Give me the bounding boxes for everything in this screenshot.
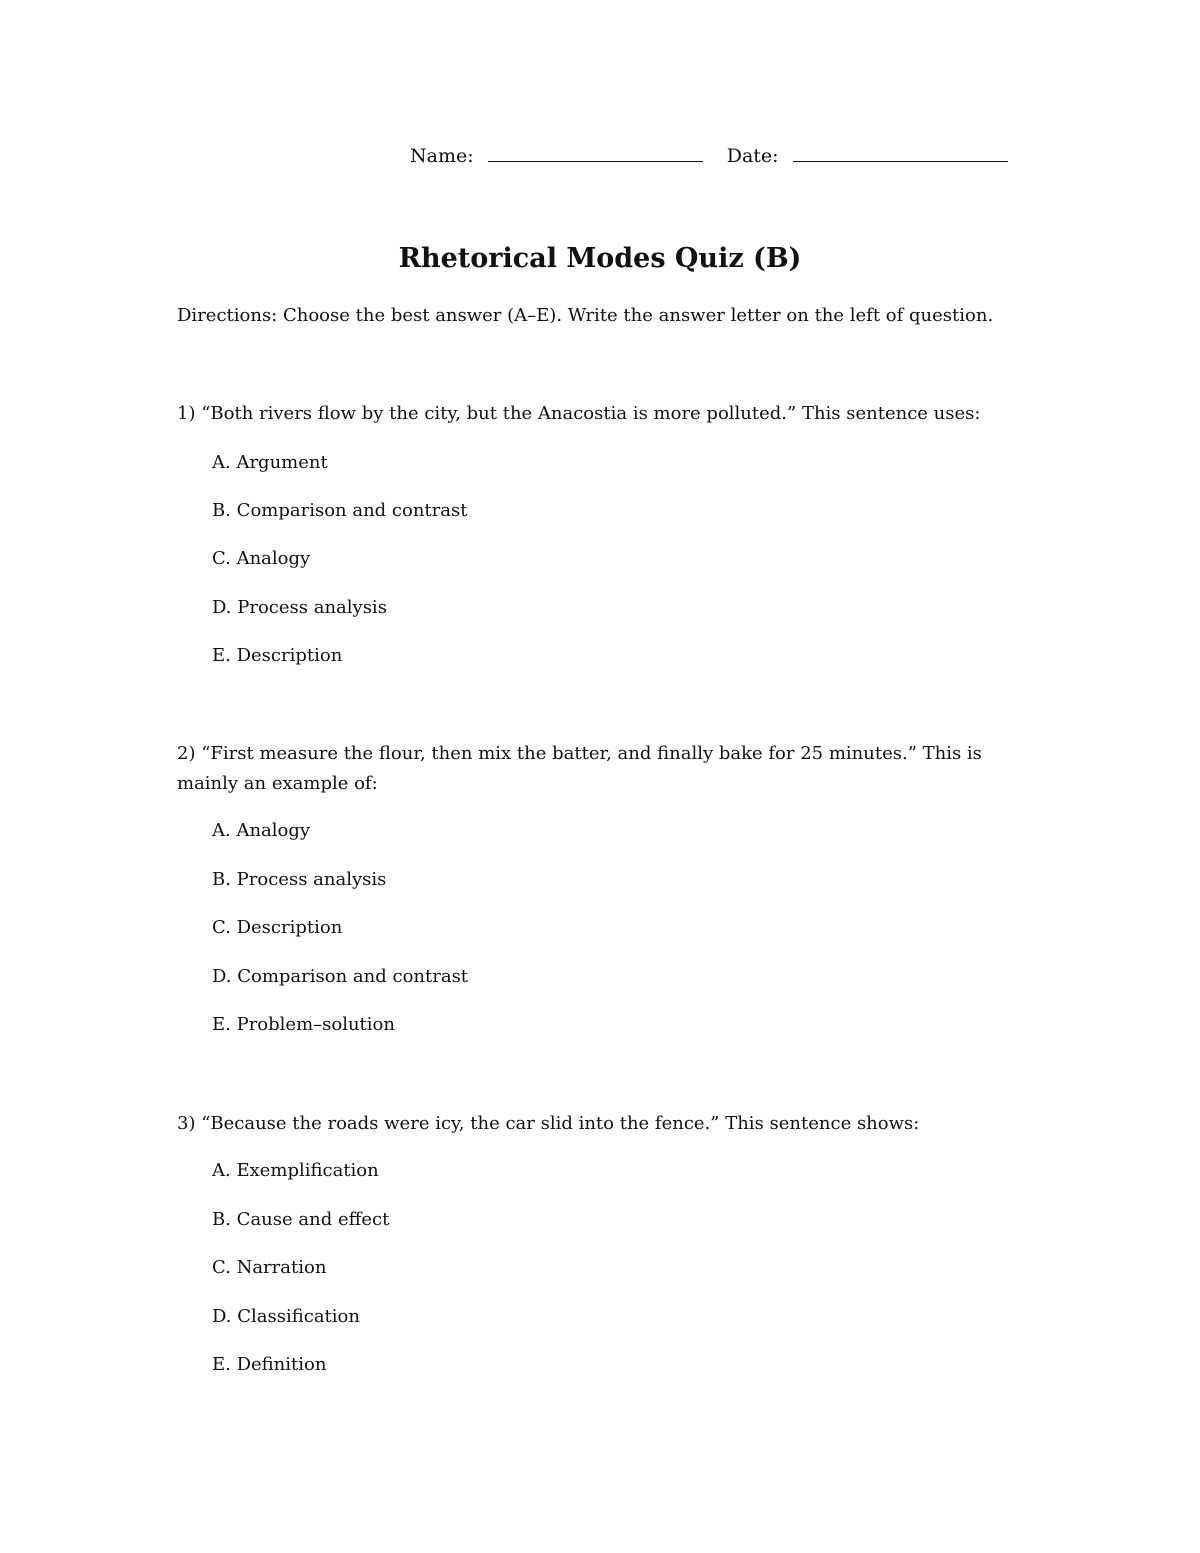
- date-blank[interactable]: [793, 143, 1008, 162]
- question-1-option-a: A. Argument: [212, 452, 328, 473]
- question-1-option-c: C. Analogy: [212, 548, 311, 569]
- question-1-option-d: D. Process analysis: [212, 597, 387, 618]
- question-2-option-e: E. Problem–solution: [212, 1014, 395, 1035]
- question-2-option-a: A. Analogy: [212, 820, 311, 841]
- question-2-option-c: C. Description: [212, 917, 343, 938]
- question-3-option-e: E. Definition: [212, 1354, 327, 1375]
- quiz-title: Rhetorical Modes Quiz (B): [398, 243, 802, 274]
- question-3: 3) “Because the roads were icy, the car slid into the fence.” This sentence shows:: [177, 1113, 920, 1134]
- question-1: 1) “Both rivers flow by the city, but the Anacostia is more polluted.” This sentence uses:: [177, 403, 981, 424]
- question-2-option-d: D. Comparison and contrast: [212, 966, 469, 987]
- name-date-line: [410, 143, 1008, 167]
- question-1-option-e: E. Description: [212, 645, 343, 666]
- question-3-option-a: A. Exemplification: [212, 1160, 379, 1181]
- question-3-option-b: B. Cause and effect: [212, 1209, 390, 1230]
- question-2: 2) “First measure the flour, then mix the batter, and finally bake for 25 minutes.” This is mainly an example of:: [177, 743, 982, 794]
- question-3-option-c: C. Narration: [212, 1257, 327, 1278]
- question-2-option-b: B. Process analysis: [212, 869, 387, 890]
- name-blank[interactable]: [488, 143, 703, 162]
- question-3-option-d: D. Classification: [212, 1306, 360, 1327]
- directions-text: Directions: Choose the best answer (A–E). Write the answer letter on the left of question.: [177, 305, 994, 326]
- name-label: Name:: [410, 145, 474, 167]
- date-label: Date:: [726, 145, 779, 167]
- question-1-option-b: B. Comparison and contrast: [212, 500, 468, 521]
